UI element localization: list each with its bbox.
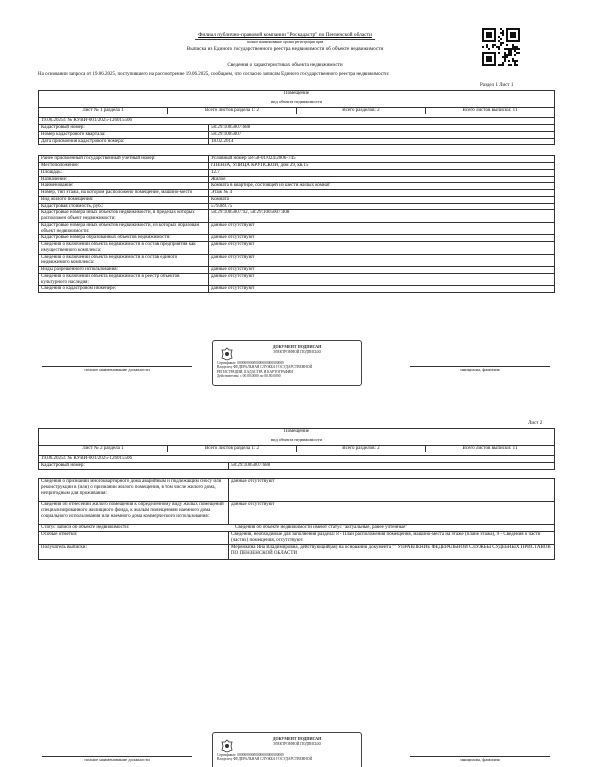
- table-row: [39, 125, 555, 132]
- table-row: [39, 267, 555, 274]
- row-label: Виды разрешенного использования:: [39, 267, 209, 274]
- row-value: данные отсутствуют: [209, 222, 555, 235]
- row-value: данные отсутствуют: [229, 502, 555, 525]
- row-label: Кадастровый номер:: [39, 125, 209, 132]
- row-value: 58:29:1005007: [209, 131, 555, 138]
- object-type-caption: вид объекта недвижимости: [271, 98, 322, 104]
- row-value: данные отсутствуют: [209, 254, 555, 267]
- row-value: данные отсутствуют: [209, 242, 555, 255]
- object-type: Помещение: [283, 91, 310, 96]
- row-value: Жилое: [209, 176, 555, 183]
- recipient-label: Получатель выписки:: [39, 544, 229, 559]
- table-row: [39, 286, 555, 293]
- table-row: [39, 176, 555, 183]
- stamp-validity: Действителен: с 00.00.0000 по 00.00.0000: [217, 373, 281, 378]
- row-value: 579389.75: [209, 203, 555, 210]
- row-value: Комната в квартире, состоящей из шести жилых комнат: [209, 183, 555, 190]
- org-name: Филиал публично-правовой компании "Роскадастр" по Пензенской области: [198, 32, 372, 38]
- cad-number-label-2: Кадастровый номер:: [39, 463, 229, 470]
- row-label: Номер кадастрового квартала:: [39, 131, 209, 138]
- object-type-2: Помещение: [283, 429, 310, 434]
- status-label: Статус записи об объекте недвижимости:: [41, 525, 130, 530]
- row-value: г.ПЕНЗА, УЛИЦА КРУПСКОЙ, дом 29, кв.15: [209, 163, 555, 170]
- row-value: данные отсутствуют: [209, 286, 555, 293]
- sheets-total: Всего листов выписки: 11: [462, 108, 518, 113]
- cad-number-value-2: 58:29:1005007:688: [229, 463, 555, 470]
- row-label: Кадастровые номера иных объектов недвижимости, из которых образован объект недвижимости:: [39, 222, 209, 235]
- emblem-icon-2: [221, 739, 233, 753]
- row-value: данные отсутствуют: [209, 235, 555, 242]
- table-row: [39, 169, 555, 176]
- extract-date-number-2: 19.06.2025г. № КУВИ-001/2025-126015506: [39, 456, 555, 463]
- row-label: Сведения об отнесении жилого помещения к определенному виду жилых помещений специализированного жилищного фонда, к жилым помещениям наемного дома социального использования или наемного дома коммерческого использования:: [39, 502, 229, 525]
- row-value: данные отсутствуют: [229, 479, 555, 502]
- marks-label: Особые отметки:: [39, 531, 229, 544]
- row-value: данные отсутствуют: [209, 267, 555, 274]
- row-label: Кадастровая стоимость, руб.:: [39, 203, 209, 210]
- org-name-caption: полное наименование органа регистрации прав: [195, 39, 375, 44]
- table-row: [39, 203, 555, 210]
- sections-total-2: Всего разделов: 2: [296, 446, 425, 452]
- extract-date-number: 19.06.2025г. № КУВИ-001/2025-126015506: [39, 118, 555, 125]
- section-label: Раздел 1 Лист 1: [480, 83, 514, 88]
- e-signature-stamp: [212, 340, 362, 386]
- sheet-number: Лист № 1 раздела 1: [39, 108, 168, 114]
- row-label: Сведения о включении объекта недвижимости в реестр объектов культурного наследия:: [39, 273, 209, 286]
- row-label: Местоположение:: [39, 163, 209, 170]
- sheets-total-2: Всего листов выписки: 11: [462, 446, 518, 451]
- marks-value: Сведения, необходимые для заполнения раздела: 8 - План расположения помещения, машино-места на этаже (плане этажа), 9 - Сведения о части (частях) помещения, отсутствуют.: [229, 531, 555, 544]
- stamp-subtitle: ЭЛЕКТРОННОЙ ПОДПИСЬЮ: [272, 349, 322, 354]
- object-type-caption-2: вид объекта недвижимости: [271, 436, 322, 442]
- row-value: 58:29:1005007:92, 58:29:1005007:408: [209, 210, 555, 223]
- table-row: [39, 131, 555, 138]
- row-label: Дата присвоения кадастрового номера:: [39, 138, 209, 145]
- table-row: [39, 479, 555, 502]
- e-signature-stamp-2: [212, 732, 362, 767]
- sections-total: Всего разделов: 2: [296, 108, 425, 114]
- section1-table: [38, 90, 555, 293]
- row-value: Условный номер 58-58-01/024/2006-745: [209, 156, 555, 163]
- qr-code: [482, 28, 520, 66]
- row-value: Комната: [209, 196, 555, 203]
- extract-title: Выписка из Единого государственного реестра недвижимости об объекте недвижимости: [186, 45, 384, 52]
- row-label: Сведения о кадастровом инженере:: [39, 286, 209, 293]
- emblem-icon: [221, 347, 233, 361]
- row-label: Наименование:: [39, 183, 209, 190]
- row-value: данные отсутствуют: [209, 273, 555, 286]
- stamp-owner: Владелец: ФЕДЕРАЛЬНАЯ СЛУЖБА ГОСУДАРСТВЕННОЙ: [217, 365, 313, 370]
- row-label: Номер, тип этажа, на котором расположено помещение, машино-место: [39, 190, 209, 197]
- table-row: [39, 242, 555, 255]
- table-row: [39, 254, 555, 267]
- row-value: 12.7: [209, 169, 555, 176]
- request-basis: На основании запроса от 19.06.2025, поступившего на рассмотрение 19.06.2025, сообщаем, что согласно записям Единого государственного реестра недвижимости:: [38, 72, 390, 77]
- row-value: 18.02.2014: [209, 138, 555, 145]
- sheets-in-section: Всего листов раздела 1: 2: [168, 108, 297, 114]
- table-row: [39, 183, 555, 190]
- initials-caption: инициалы, фамилия: [410, 366, 550, 372]
- stamp-owner-cont: РЕГИСТРАЦИИ, КАДАСТРА И КАРТОГРАФИИ: [217, 369, 293, 374]
- status-value: Сведения об объекте недвижимости имеют статус "актуальные, ранее учтенные": [235, 525, 408, 530]
- extract-subtitle: Сведения о характеристиках объекта недвижимости: [227, 61, 343, 68]
- row-label: Кадастровые номера иных объектов недвижимости, в пределах которых расположен объект недвижимости:: [39, 210, 209, 223]
- sheet2-label: Лист 2: [528, 421, 543, 426]
- table-row: [39, 156, 555, 163]
- row-label: Сведения о признании многоквартирного дома аварийным и подлежащим сносу или реконструкции в (или) о признании жилого помещения, в том числе жилого дома, непригодным для проживания:: [39, 479, 229, 502]
- row-label: Вид жилого помещения:: [39, 196, 209, 203]
- stamp-certificate: Сертификат: 00000000000000000000000000: [217, 361, 284, 365]
- recipient-value: Меремкина Яна Владимировна, действующий(ая) на основании документа "" УПРАВЛЕНИЕ ФЕДЕРАЛЬНОЙ СЛУЖБЫ СУДЕБНЫХ ПРИСТАВОВ ПО ПЕНЗЕНСКОЙ ОБЛАСТИ: [229, 544, 555, 559]
- row-label: Сведения о включении объекта недвижимости в состав единого недвижимого комплекса:: [39, 254, 209, 267]
- table-row: [39, 273, 555, 286]
- row-label: Сведения о включении объекта недвижимости в состав предприятия как имущественного комплекса:: [39, 242, 209, 255]
- position-caption-2: полное наименование должности: [42, 756, 192, 762]
- table-row: [39, 235, 555, 242]
- table-row: [39, 190, 555, 197]
- row-label: Кадастровые номера образованных объектов недвижимости:: [39, 235, 209, 242]
- position-caption: полное наименование должности: [42, 366, 192, 372]
- sheets-in-section-2: Всего листов раздела 1: 2: [168, 446, 297, 452]
- row-label: Площадь:: [39, 169, 209, 176]
- stamp-title: ДОКУМЕНТ ПОДПИСАН: [272, 344, 322, 349]
- stamp-subtitle-2: ЭЛЕКТРОННОЙ ПОДПИСЬЮ: [272, 741, 322, 746]
- stamp-certificate-2: Сертификат: 00000000000000000000000000: [217, 753, 284, 757]
- row-value: 58:29:1005007:688: [209, 125, 555, 132]
- row-label: Ранее присвоенный государственный учетный номер:: [39, 156, 209, 163]
- initials-caption-2: инициалы, фамилия: [410, 756, 550, 762]
- table-row: [39, 502, 555, 525]
- table-row: [39, 222, 555, 235]
- section2-table: [38, 428, 555, 560]
- table-row: [39, 196, 555, 203]
- row-label: Назначение:: [39, 176, 209, 183]
- table-row: [39, 163, 555, 170]
- stamp-owner-2: Владелец: ФЕДЕРАЛЬНАЯ СЛУЖБА ГОСУДАРСТВЕННОЙ: [217, 757, 313, 762]
- stamp-title-2: ДОКУМЕНТ ПОДПИСАН: [272, 736, 322, 741]
- row-value: Этаж № 4: [209, 190, 555, 197]
- table-row: [39, 138, 555, 145]
- sheet-number-2: Лист № 2 раздела 1: [39, 446, 168, 452]
- table-row: [39, 210, 555, 223]
